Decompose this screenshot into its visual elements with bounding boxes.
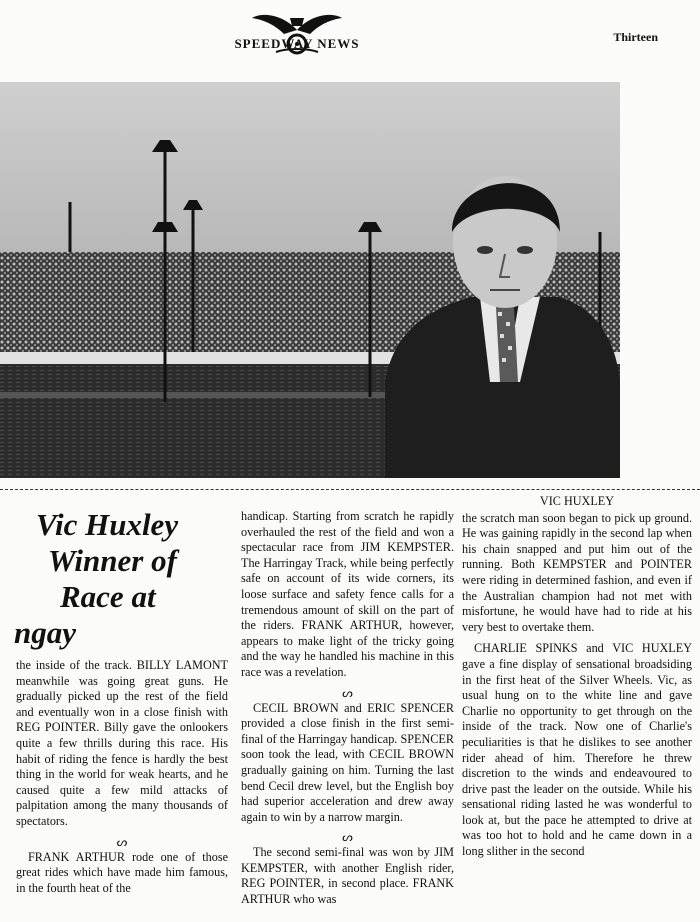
article-headline: [14, 507, 228, 651]
headline-line-4: ngay: [14, 615, 76, 650]
page-number: Thirteen: [613, 30, 658, 44]
headline-line-1: Vic Huxley: [36, 507, 179, 542]
ornament: ᔕ: [342, 685, 353, 700]
speedway-news-logo: [232, 8, 362, 58]
paragraph: The second semi-final was won by JIM KEMPSTER, with another English rider, REG POINTER, in second place. FRANK ARTHUR who was: [241, 845, 454, 907]
paragraph: handicap. Starting from scratch he rapidly overhauled the rest of the field and won a spectacular race from JIM KEMPSTER. The Harringay Track, while being perfectly safe on account of its wide corners, its loose surface and safety fence calls for a tremendous amount of skill on the part of the riders. FRANK ARTHUR, however, appears to make light of the tricky going and the way he handled his machine in this race was a revelation.: [241, 509, 454, 679]
paragraph: CECIL BROWN and ERIC SPENCER provided a close finish in the first semi-final of the Harringay handicap. SPENCER soon took the lead, with CECIL BROWN gradually gaining on him. Turning the last bend Cecil drew level, but the English boy had superior acceleration and drew away again to win by a narrow margin.: [241, 700, 454, 824]
paragraph: FRANK ARTHUR rode one of those great rides which have made him famous, in the fourth heat of the: [16, 849, 228, 895]
column-kicker: VIC HUXLEY: [539, 494, 615, 508]
paragraph: the inside of the track. BILLY LAMONT meanwhile was going great guns. He gradually picked up the rest of the field and eventually won in a close finish with REG POINTER. Billy gave the onlookers quite a few thrills during this race. His habit of riding the fence is hardly the best thing in the world for weak hearts, and he caused quite a few mild attacks of palpitation among the many thousands of spectators.: [16, 658, 228, 828]
article-photo: [0, 82, 620, 478]
masthead: [0, 0, 700, 70]
headline-line-2: Winner of: [48, 543, 177, 578]
article-column-3: [462, 494, 692, 866]
logo-text: SPEEDWAY NEWS: [234, 36, 360, 51]
article-column-1: [16, 658, 228, 902]
ornament: ᔕ: [342, 830, 353, 845]
section-divider: [0, 489, 700, 490]
paragraph: CHARLIE SPINKS and VIC HUXLEY gave a fine display of sensational broadsiding in the first heat of the Silver Wheels. Vic, as usual hung on to the white line and gave Charlie no opportunity to get through on the inside of the track. Now one of Charlie's peculiarities is that he dislikes to see another rider ahead of him. Therefore he threw discretion to the winds and endeavoured to drive past the leader on the outside. While his sensational riding lasted he was wonderful to look at, but the pace he attempted to drive at was too hot to hold and he came down in a long slither in the second: [462, 641, 692, 859]
paragraph: the scratch man soon began to pick up ground. He was gaining rapidly in the second lap when his chain snapped and put him out of the running. Both KEMPSTER and POINTER were riding in determined fashion, and even if the Australian champion had not met with misfortune, he would have had to ride at his very best to overtake them.: [462, 510, 692, 634]
crowd-photo-graphic: [0, 82, 620, 478]
article-column-2: [241, 509, 454, 914]
headline-line-3: Race at: [60, 579, 156, 614]
ornament: ᔕ: [116, 834, 128, 849]
